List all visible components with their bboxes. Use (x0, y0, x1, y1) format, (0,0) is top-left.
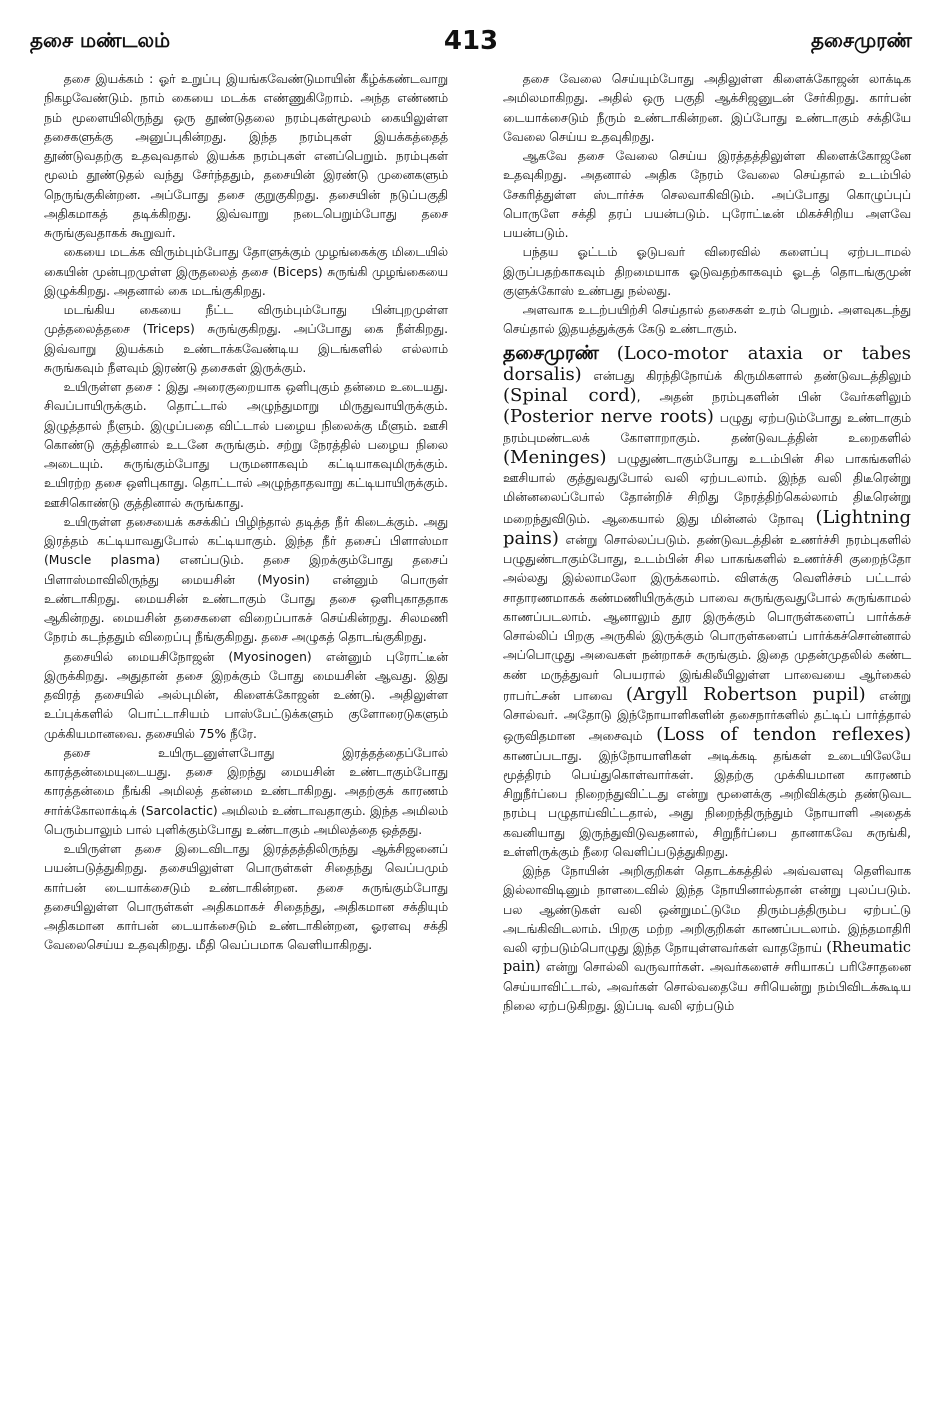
page-header (30, 26, 912, 60)
paragraph: தசை இயக்கம் : ஓர் உறுப்பு இயங்கவேண்டுமாயின் கீழ்க்கண்டவாறு நிகழவேண்டும். நாம் கையை மடக்க எண்ணுகிறோம். அந்த எண்ணம் நம் மூளையிலிருந்து ஒரு தூண்டுதலை நரம்புகள்மூலம் கையிலுள்ள தசைகளுக்கு அனுப்புகின்றது. இந்த நரம்புகள் இயக்கத்தைத் தூண்டுவதற்கு உதவுவதால் இயக்க நரம்புகள் எனப்பெறும். நரம்புகள் மூலம் தூண்டுதல் வந்து சேர்ந்ததும், தசையின் இரண்டு முனைகளும் நெருங்குகின்றன. அப்போது தசை குறுகுகிறது. தசையின் நடுப்பகுதி அதிகமாகத் தடிக்கிறது. இவ்வாறு நடைபெறும்போது தசை சுருங்குவதாகக் கூறுவர். (44, 72, 448, 240)
paragraph: தசை உயிருடனுள்ளபோது இரத்தத்தைப்போல் காரத்தன்மையுடையது. தசை இறந்து மையசின் உண்டாகும்போது காரத்தன்மை நீங்கி அமிலத் தன்மை உண்டாகிறது. அதற்குக் காரணம் சார்க்கோலாக்டிக் (Sarcolactic) அமிலம் உண்டாவதாகும். இந்த அமிலம் பெரும்பாலும் பால் புளிக்கும்போது உண்டாகும் அமிலத்தை ஒத்தது. (44, 745, 448, 837)
running-head-left: தசை மண்டலம் (30, 28, 171, 52)
entry-latin-term: (Rheumatic pain) (503, 940, 911, 976)
paragraph: உயிருள்ள தசையைக் கசக்கிப் பிழிந்தால் தடித்த நீர் கிடைக்கும். அது இரத்தம் கட்டியாவதுபோல் கட்டியாகும். இந்த நீர் தசைப் பிளாஸ்மா (Muscle plasma) எனப்படும். தசை இறக்கும்போது தசைப் பிளாஸ்மாவிலிருந்து மையசின் (Myosin) என்னும் பொருள் உண்டாகிறது. மையசின் உண்டாகும் போது தசை ஒளிபுகாததாக ஆகின்றது. மையசின் தசைகளை விறைப்பாகச் செய்கின்றது. சிலமணி நேரம் கடந்ததும் விறைப்பு நீங்குகிறது. தசை அழுகத் தொடங்குகிறது. (44, 514, 448, 645)
paragraph: கையை மடக்க விரும்பும்போது தோளுக்கும் முழங்கைக்கு மிடையில் கையின் முன்புறமுள்ள இருதலைத் தசை (Biceps) சுருங்கி முழங்கையை இழுக்கிறது. அதனால் கை மடங்குகிறது. (44, 245, 448, 298)
entry-latin-term: (Spinal cord) (503, 385, 637, 406)
page-number: 413 (443, 26, 499, 56)
entry-text: , அதன் நரம்புகளின் பின் வேர்களிலும் (636, 390, 911, 404)
paragraph: தசை வேலை செய்யும்போது அதிலுள்ள கிளைக்கோஜன் லாக்டிக அமிலமாகிறது. அதில் ஒரு பகுதி ஆக்சிஜனுடன் சேர்கிறது. கார்பன் டையாக்சைடும் நீரும் உண்டாகின்றன. இப்போது உண்டாகும் சக்தியே வேலை செய்ய உதவுகிறது. (503, 72, 911, 144)
entry-text: என்று சொல்லி வருவார்கள். அவர்களைச் சரியாகப் பரிசோதனை செய்யாவிட்டால், அவர்கள் சொல்வதையே சரியென்று நம்பிவிடக்கூடிய நிலை ஏற்படுகிறது. இப்படி வலி ஏற்படும் (503, 960, 911, 1013)
entry-text: பழுது ஏற்படும்போது உண்டாகும் நரம்புமண்டலக் கோளாறாகும். தண்டுவடத்தின் உறைகளில் (503, 411, 911, 445)
entry-text: இந்த நோயின் அறிகுறிகள் தொடக்கத்தில் அவ்வளவு தெளிவாக இல்லாவிடினும் நாளடைவில் இந்த நோயினால்தான் என்று புலப்படும். பல ஆண்டுகள் வலி ஒன்றுமட்டுமே திரும்பத்திரும்ப ஏற்பட்டு அடங்கிவிடலாம். பிறகு மற்ற அறிகுறிகள் காணப்படலாம். இந்தமாதிரி வலி ஏற்படும்பொழுது இந்த நோயுள்ளவர்கள் வாதநோய் (503, 864, 911, 955)
entry-text: பழுதுண்டாகும்போது உடம்பின் சில பாகங்களில் ஊசியால் குத்துவதுபோல் வலி ஏற்படலாம். இந்த வலி திடீரென்று மின்னலைப்போல் தோன்றிச் சிறிது நேரத்திற்கெல்லாம் திடீரென்று மறைந்துவிடும். ஆகையால் இது மின்னல் நோவு (503, 451, 911, 526)
entry-text: என்று சொல்வர். அதோடு இந்நோயாளிகளின் தசைநார்களில் தட்டிப் பார்த்தால் ஒருவிதமான அசைவும் (503, 688, 911, 744)
encyclopedia-entry (503, 341, 911, 863)
paragraph: ஆகவே தசை வேலை செய்ய இரத்தத்திலுள்ள கிளைக்கோஜனே உதவுகிறது. அதனால் அதிக நேரம் வேலை செய்தால் உடம்பில் சேகரித்துள்ள ஸ்டார்ச்சு செலவாகிவிடும். அப்போது கொழுப்புப் பொருளே சக்தி தரப் பயன்படும். புரோட்டீன் மிகச்சிறிய அளவே பயன்படும். (503, 149, 911, 240)
paragraph (503, 862, 911, 1016)
entry-headword: தசைமுரண் (503, 341, 599, 364)
entry-latin-term: (Loco-motor ataxia or tabes dorsalis) (503, 342, 911, 385)
paragraph: அளவாக உடற்பயிற்சி செய்தால் தசைகள் உரம் பெறும். அளவுகடந்து செய்தால் இதயத்துக்குக் கேடு உண்டாகும். (503, 303, 911, 337)
entry-text: என்பது கிரந்திநோய்க் கிருமிகளால் தண்டுவடத்திலும் (581, 368, 911, 383)
left-column (44, 70, 448, 956)
entry-latin-term: (Posterior nerve roots) (503, 406, 714, 428)
entry-latin-term: (Loss of tendon reflexes) (656, 724, 911, 746)
right-column (503, 70, 911, 1016)
running-head-right: தசைமுரண் (810, 28, 912, 52)
paragraph: பந்தய ஓட்டம் ஓடுபவர் விரைவில் களைப்பு ஏற்படாமல் இருப்பதற்காகவும் திறமையாக ஓடுவதற்காகவும் ஓடத் தொடங்குமுன் குளுக்கோஸ் உண்பது நல்லது. (503, 245, 911, 298)
paragraph: தசையில் மையசிநோஜன் (Myosinogen) என்னும் புரோட்டீன் இருக்கிறது. அதுதான் தசை இறக்கும் போது மையசின் ஆவது. இது தவிரத் தசையில் அல்புமின், கிளைக்கோஜன் உண்டு. அதிலுள்ள உப்புக்களில் பொட்டாசியம் பாஸ்பேட்டுக்களும் குளோரைடுகளும் முக்கியமானவை. தசையில் 75% நீரே. (44, 649, 448, 741)
entry-latin-term: (Meninges) (503, 446, 607, 468)
entry-latin-term: (Lightning pains) (503, 506, 911, 549)
paragraph: மடங்கிய கையை நீட்ட விரும்பும்போது பின்புறமுள்ள முத்தலைத்தசை (Triceps) சுருங்குகிறது. அப்போது கை நீள்கிறது. இவ்வாறு இயக்கம் உண்டாக்கவேண்டிய இடங்களில் எல்லாம் சுருங்கவும் நீளவும் இரண்டு தசைகள் இருக்கும். (44, 303, 448, 375)
entry-latin-term: (Argyll Robertson pupil) (625, 683, 866, 705)
entry-text: என்று சொல்லப்படும். தண்டுவடத்தின் உணர்ச்சி நரம்புகளில் பழுதுண்டாகும்போது, உடம்பின் சில பாகங்களில் உணர்ச்சி குறைந்தோ அல்லது இல்லாமலோ இருக்கலாம். விளக்கு வெளிச்சம் பட்டால் சாதாரணமாகக் கண்மணியிருக்கும் பாவை சுருங்குவதுபோல் சுருங்காமல் காணப்படலாம். ஆனாலும் தூர இருக்கும் பொருள்களைப் பார்க்கச் சொல்லிப் பிறகு அருகில் இருக்கும் பொருள்களைப் பார்க்கச்சொன்னால் அப்பொழுது அவைகள் நன்றாகச் சுருங்கும். இதை முதன்முதலில் கண்ட கண் மருத்துவர் பெயரால் இங்கிலீயிலுள்ள பாவையை ஆர்கைல் ராபர்ட்சன் பாவை (503, 532, 911, 703)
paragraph: உயிருள்ள தசை : இது அரைகுறையாக ஒளிபுகும் தன்மை உடையது. சிவப்பாயிருக்கும். தொட்டால் அழுந்துமாறு மிருதுவாயிருக்கும். இழுத்தால் நீளும். இழுப்பதை விட்டால் பழைய நிலைக்கு மீளும். ஊசி கொண்டு குத்தினால் உடனே சுருங்கும். சற்று நேரத்தில் பழைய நிலை அடையும். சுருங்கும்போது பருமனாகவும் கட்டியாகவுமிருக்கும். உயிரற்ற தசை ஒளிபுகாது. தொட்டால் அழுந்தாதவாறு கட்டியாயிருக்கும். ஊசிகொண்டு குத்தினால் சுருங்காது. (44, 380, 448, 510)
paragraph: உயிருள்ள தசை இடைவிடாது இரத்தத்திலிருந்து ஆக்சிஜனைப் பயன்படுத்துகிறது. தசையிலுள்ள பொருள்கள் சிதைந்து வெப்பமும் கார்பன் டையாக்சைடும் உண்டாகின்றன. தசை சுருங்கும்போது தசையிலுள்ள பொருள்கள் அதிகமாகச் சிதைந்து, அதிகமான சக்தியும் அதிகமான கார்பன் டையாக்சைடும் உண்டாகின்றன, ஓரளவு சக்தி வேலைசெய்ய உதவுகிறது. மீதி வெப்பமாக வெளியாகிறது. (44, 842, 448, 953)
entry-text: காணப்படாது. இந்நோயாளிகள் அடிக்கடி தங்கள் உடையிலேயே மூத்திரம் பெய்துகொள்வார்கள். இதற்கு முக்கியமான காரணம் சிறுநீர்ப்பை நிறைந்துவிட்டது என்று மூளைக்கு அறிவிக்கும் தண்டுவட நரம்பு பழுதாய்விட்டதால், அது நிறைந்திருந்தும் நோயாளி அதைக் கவனியாது இருந்துவிடுவதனால், சிறுநீர்ப்பை தானாகவே சுருங்கி, உள்ளிருக்கும் நீரை வெளிப்படுத்துகிறது. (503, 748, 911, 859)
